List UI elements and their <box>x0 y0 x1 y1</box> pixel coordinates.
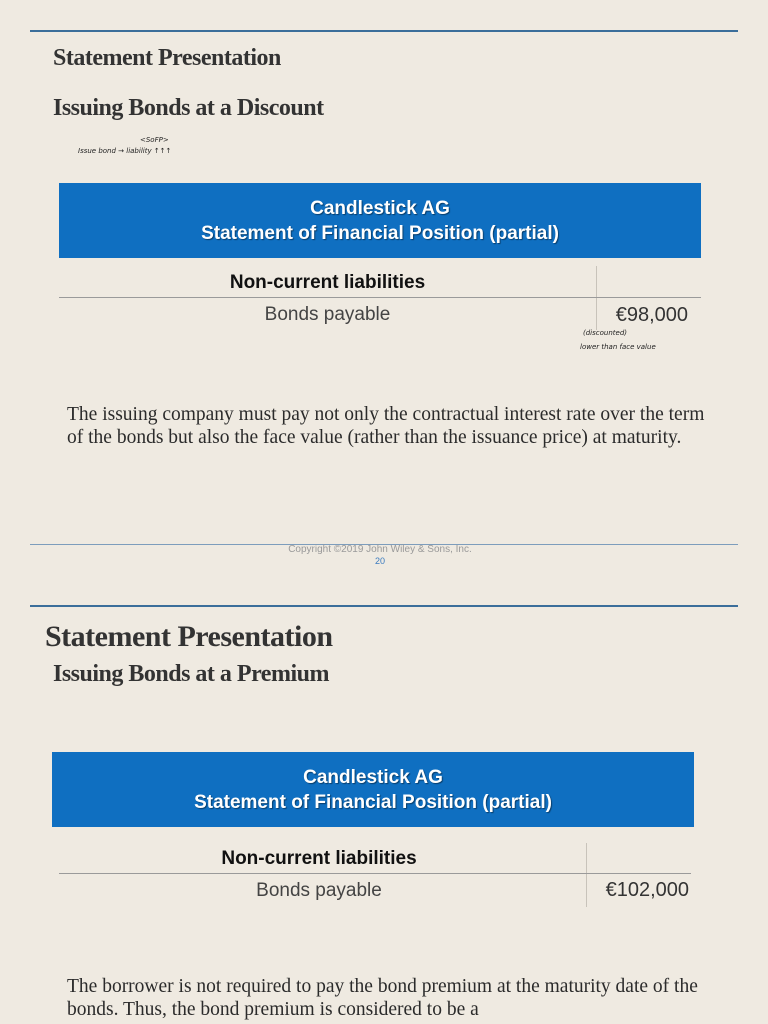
handwritten-note-liability: Issue bond → liability ↑↑↑ <box>78 147 172 155</box>
slide2-statement-name: Statement of Financial Position (partial) <box>194 791 552 813</box>
slide2-header-rule <box>59 873 691 874</box>
slide2-title: Statement Presentation <box>45 620 333 653</box>
page-number: 20 <box>374 556 385 566</box>
section-header: Non-current liabilities <box>229 272 426 293</box>
slide2-top-rule <box>30 605 738 607</box>
statement-name: Statement of Financial Position (partial) <box>201 222 559 244</box>
company-name: Candlestick AG <box>310 197 450 219</box>
handwritten-note-lower: lower than face value <box>580 343 656 351</box>
slide2-section-header: Non-current liabilities <box>221 848 417 869</box>
slide2-row-label: Bonds payable <box>256 880 382 901</box>
slide2-company-name: Candlestick AG <box>303 766 443 788</box>
slide1-title: Statement Presentation <box>53 45 281 71</box>
footer <box>230 544 530 566</box>
handwritten-note-discounted: (discounted) <box>583 329 627 337</box>
slide1-body: The issuing company must pay not only the contractual interest rate over the term of the bonds but also the face value (rather than the issuance price) at maturity. <box>67 404 705 448</box>
slide2-statement-banner <box>52 752 694 827</box>
row-value: €98,000 <box>615 304 688 326</box>
slide1-subtitle: Issuing Bonds at a Discount <box>53 95 324 121</box>
top-rule <box>30 30 738 32</box>
slide2-subtitle: Issuing Bonds at a Premium <box>53 661 329 687</box>
header-rule <box>59 297 701 298</box>
copyright: Copyright ©2019 John Wiley & Sons, Inc. <box>288 544 472 555</box>
handwritten-note-sofp: <SoFP> <box>140 136 169 144</box>
statement-banner <box>59 183 701 258</box>
slide2-row-value: €102,000 <box>605 879 689 901</box>
row-label: Bonds payable <box>264 304 391 325</box>
slide2-body: The borrower is not required to pay the bond premium at the maturity date of the bonds. Thus, the bond premium is considered to be a <box>67 976 698 1020</box>
